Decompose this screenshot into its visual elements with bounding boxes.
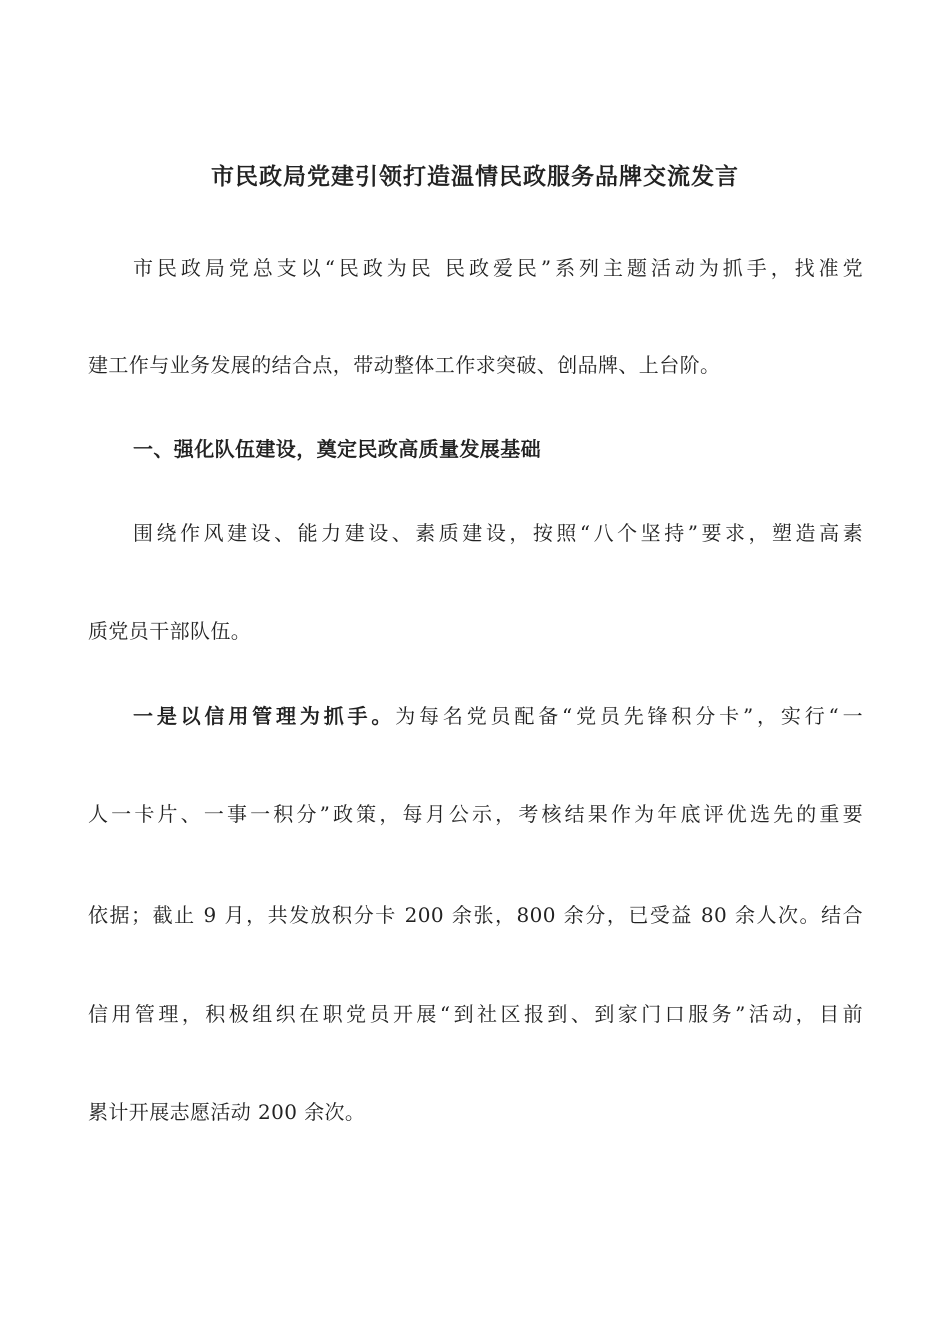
paragraph-3-line-5: 累计开展志愿活动 200 余次。: [88, 1100, 366, 1124]
paragraph-3-line-1: [88, 701, 863, 731]
paragraph-3-lead-rest: 为每名党员配备“党员先锋积分卡”，实行“一: [395, 704, 863, 728]
section-heading-1: 一、强化队伍建设，奠定民政高质量发展基础: [133, 437, 541, 461]
paragraph-1-line-1: 市民政局党总支以“民政为民 民政爱民”系列主题活动为抓手，找准党: [133, 256, 863, 280]
paragraph-2-line-1: 围绕作风建设、能力建设、素质建设，按照“八个坚持”要求，塑造高素: [133, 521, 863, 545]
paragraph-3-line-3: 依据；截止 9 月，共发放积分卡 200 余张，800 余分，已受益 80 余人次。结合: [88, 903, 863, 927]
paragraph-3-line-4: 信用管理，积极组织在职党员开展“到社区报到、到家门口服务”活动，目前: [88, 1002, 863, 1026]
document-title: 市民政局党建引领打造温情民政服务品牌交流发言: [211, 163, 739, 190]
paragraph-2-line-2: 质党员干部队伍。: [88, 619, 252, 643]
paragraph-3-lead-bold: 一是以信用管理为抓手。: [133, 704, 396, 728]
paragraph-1-line-2: 建工作与业务发展的结合点，带动整体工作求突破、创品牌、上台阶。: [88, 353, 721, 377]
paragraph-3-line-2: 人一卡片、一事一积分”政策，每月公示，考核结果作为年底评优选先的重要: [88, 802, 863, 826]
